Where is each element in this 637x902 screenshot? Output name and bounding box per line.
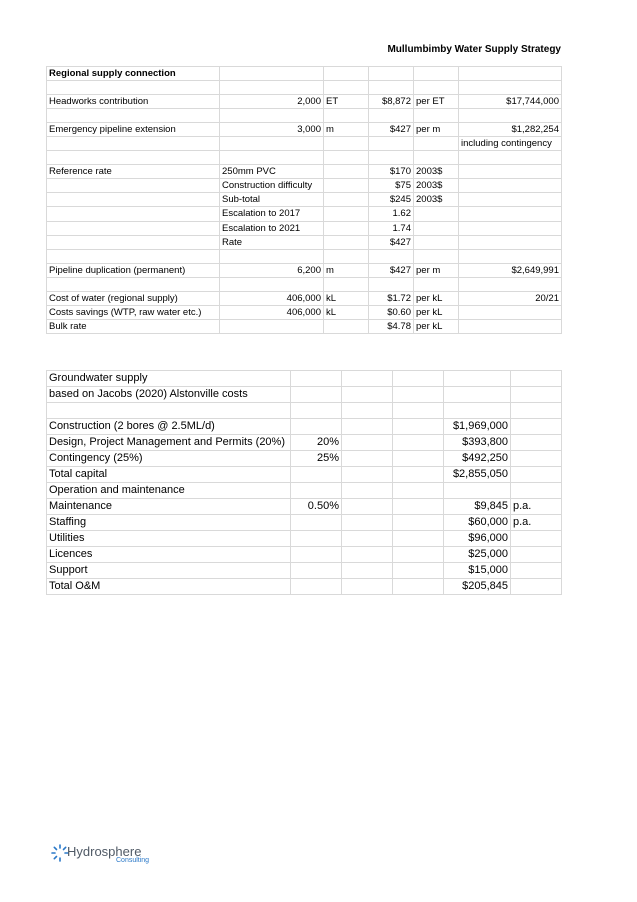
table-cell [459, 81, 562, 95]
table-row [47, 305, 562, 319]
table-cell: per m [414, 263, 459, 277]
table-cell [47, 221, 220, 235]
table-cell: $60,000 [444, 514, 511, 530]
table-cell: Construction (2 bores @ 2.5ML/d) [47, 418, 291, 434]
table-cell [393, 434, 444, 450]
table-cell [291, 482, 342, 498]
table-cell [47, 277, 220, 291]
table-cell [444, 482, 511, 498]
table-cell: $1.72 [369, 291, 414, 305]
table-cell [342, 498, 393, 514]
table-cell: per ET [414, 95, 459, 109]
table-row [47, 578, 562, 594]
table-cell [414, 249, 459, 263]
hydrosphere-logo [50, 843, 170, 867]
table-cell [459, 249, 562, 263]
table-cell [324, 67, 369, 81]
table-cell [369, 137, 414, 151]
table-cell [342, 466, 393, 482]
table-cell: including contingency [459, 137, 562, 151]
logo-subtitle: Consulting [116, 857, 150, 864]
table-cell [291, 514, 342, 530]
table-cell [444, 371, 511, 387]
table-cell [342, 514, 393, 530]
table-row [47, 546, 562, 562]
table-cell: Design, Project Management and Permits (20%) [47, 434, 291, 450]
table-cell [459, 165, 562, 179]
table-row [47, 207, 562, 221]
table-cell: Headworks contribution [47, 95, 220, 109]
table-cell [324, 165, 369, 179]
table-cell [393, 466, 444, 482]
table-cell: $427 [369, 235, 414, 249]
table-cell: 2,000 [220, 95, 324, 109]
table-cell: Total capital [47, 466, 291, 482]
table-row [47, 81, 562, 95]
table-cell: Maintenance [47, 498, 291, 514]
table-cell: 2003$ [414, 165, 459, 179]
table-cell: p.a. [511, 498, 562, 514]
table-cell [291, 371, 342, 387]
table-cell [47, 81, 220, 95]
table-cell [414, 137, 459, 151]
table-cell [342, 530, 393, 546]
table-cell: 3,000 [220, 123, 324, 137]
table-cell [369, 67, 414, 81]
table-cell: 2003$ [414, 193, 459, 207]
table-cell [393, 482, 444, 498]
table-cell [393, 514, 444, 530]
table-cell [220, 109, 324, 123]
table-cell: 20/21 [459, 291, 562, 305]
table-row [47, 482, 562, 498]
groundwater-supply-table [46, 370, 562, 595]
table-cell: $8,872 [369, 95, 414, 109]
table-row [47, 450, 562, 466]
table-cell [444, 387, 511, 403]
table-cell: $75 [369, 179, 414, 193]
table-cell: Contingency (25%) [47, 450, 291, 466]
table-cell [342, 403, 393, 419]
table-cell [414, 81, 459, 95]
table-cell: $25,000 [444, 546, 511, 562]
table-cell: 406,000 [220, 291, 324, 305]
table-row [47, 387, 562, 403]
table-cell: Costs savings (WTP, raw water etc.) [47, 305, 220, 319]
table-cell: per kL [414, 319, 459, 333]
table-cell [414, 207, 459, 221]
table-row [47, 67, 562, 81]
table-cell: $245 [369, 193, 414, 207]
table-cell [511, 434, 562, 450]
table-cell [459, 277, 562, 291]
table-cell [291, 578, 342, 594]
table-cell [511, 546, 562, 562]
table-cell: 1.74 [369, 221, 414, 235]
table-cell [291, 546, 342, 562]
table-cell: m [324, 263, 369, 277]
table-row [47, 514, 562, 530]
table-cell: Groundwater supply [47, 371, 291, 387]
table-cell [220, 249, 324, 263]
table-cell: ET [324, 95, 369, 109]
table-cell: $17,744,000 [459, 95, 562, 109]
table-cell [291, 530, 342, 546]
table-cell [324, 109, 369, 123]
table-cell [369, 249, 414, 263]
table-cell: Utilities [47, 530, 291, 546]
table-cell [324, 137, 369, 151]
table-cell [369, 277, 414, 291]
table-cell: $96,000 [444, 530, 511, 546]
table-cell [511, 562, 562, 578]
table-row [47, 371, 562, 387]
table-cell [511, 387, 562, 403]
table-cell [324, 319, 369, 333]
table-cell [47, 207, 220, 221]
table-cell [220, 137, 324, 151]
table-cell [459, 179, 562, 193]
table-cell [393, 450, 444, 466]
table-cell: 20% [291, 434, 342, 450]
table-cell: $492,250 [444, 450, 511, 466]
table-cell [47, 179, 220, 193]
table-cell [393, 403, 444, 419]
table-cell: $2,649,991 [459, 263, 562, 277]
table-cell [291, 562, 342, 578]
table-cell [47, 403, 291, 419]
table-cell [220, 151, 324, 165]
table-cell [511, 403, 562, 419]
table-cell [47, 235, 220, 249]
table-cell [444, 403, 511, 419]
table-cell: $427 [369, 263, 414, 277]
table-cell [324, 151, 369, 165]
table-row [47, 291, 562, 305]
table-cell: Regional supply connection [47, 67, 220, 81]
table-cell [414, 277, 459, 291]
table-cell [47, 193, 220, 207]
table-cell: $4.78 [369, 319, 414, 333]
table-cell: Staffing [47, 514, 291, 530]
table-cell [459, 207, 562, 221]
table-row [47, 466, 562, 482]
table-row [47, 418, 562, 434]
table-cell [47, 249, 220, 263]
table-cell [342, 578, 393, 594]
table-cell [324, 221, 369, 235]
table-cell [342, 434, 393, 450]
table-row [47, 95, 562, 109]
table-row [47, 165, 562, 179]
table-cell [324, 235, 369, 249]
table-row [47, 263, 562, 277]
table-row [47, 179, 562, 193]
table-cell: Sub-total [220, 193, 324, 207]
table-cell: Total O&M [47, 578, 291, 594]
table-cell: p.a. [511, 514, 562, 530]
table-cell: Rate [220, 235, 324, 249]
table-cell [393, 530, 444, 546]
table-cell [324, 193, 369, 207]
table-cell [369, 81, 414, 95]
table-cell [414, 151, 459, 165]
table-cell [291, 403, 342, 419]
table-row [47, 249, 562, 263]
table-cell [393, 578, 444, 594]
table-cell [393, 387, 444, 403]
table-row [47, 151, 562, 165]
table-cell [511, 530, 562, 546]
table-cell [220, 277, 324, 291]
table-cell: $15,000 [444, 562, 511, 578]
table-cell: $1,969,000 [444, 418, 511, 434]
table-cell: $2,855,050 [444, 466, 511, 482]
table-cell: $0.60 [369, 305, 414, 319]
table-cell [324, 81, 369, 95]
table-cell: $427 [369, 123, 414, 137]
table-cell [369, 151, 414, 165]
table-cell [291, 466, 342, 482]
table-cell [459, 319, 562, 333]
table-cell: $170 [369, 165, 414, 179]
table-row [47, 123, 562, 137]
table-cell: $9,845 [444, 498, 511, 514]
table-cell [459, 235, 562, 249]
table-cell [342, 418, 393, 434]
table-cell [393, 546, 444, 562]
table-cell: Bulk rate [47, 319, 220, 333]
table-cell: Emergency pipeline extension [47, 123, 220, 137]
table-cell [369, 109, 414, 123]
regional-supply-table [46, 66, 562, 334]
table-cell [291, 418, 342, 434]
table-row [47, 530, 562, 546]
table-row [47, 498, 562, 514]
table-cell: $205,845 [444, 578, 511, 594]
table-cell: Construction difficulty [220, 179, 324, 193]
table-cell [342, 450, 393, 466]
logo-name: Hydrosphere [67, 844, 142, 859]
table-row [47, 193, 562, 207]
table-cell [342, 546, 393, 562]
table-cell [511, 482, 562, 498]
table-cell: 2003$ [414, 179, 459, 193]
table-cell [414, 235, 459, 249]
table-cell: kL [324, 291, 369, 305]
table-row [47, 109, 562, 123]
table-cell [324, 179, 369, 193]
table-cell: $1,282,254 [459, 123, 562, 137]
table-cell: m [324, 123, 369, 137]
table-cell [342, 387, 393, 403]
table-cell: Licences [47, 546, 291, 562]
table-cell [511, 578, 562, 594]
table-cell [47, 137, 220, 151]
table-cell [342, 562, 393, 578]
table-cell [459, 193, 562, 207]
table-cell: per kL [414, 291, 459, 305]
table-cell [220, 81, 324, 95]
table-cell [393, 418, 444, 434]
table-cell: 25% [291, 450, 342, 466]
table-row [47, 403, 562, 419]
table-cell [511, 450, 562, 466]
table-cell [459, 151, 562, 165]
table-cell: Support [47, 562, 291, 578]
table-cell: 406,000 [220, 305, 324, 319]
table-cell: 1.62 [369, 207, 414, 221]
table-row [47, 319, 562, 333]
table-row [47, 137, 562, 151]
table-cell: based on Jacobs (2020) Alstonville costs [47, 387, 291, 403]
table-cell [414, 109, 459, 123]
table-cell [47, 109, 220, 123]
table-row [47, 277, 562, 291]
table-cell: Reference rate [47, 165, 220, 179]
table-cell [511, 371, 562, 387]
table-cell [414, 221, 459, 235]
table-cell [459, 221, 562, 235]
table-cell [414, 67, 459, 81]
table-row [47, 221, 562, 235]
table-cell [342, 482, 393, 498]
table-row [47, 235, 562, 249]
table-cell: Operation and maintenance [47, 482, 291, 498]
table-cell: kL [324, 305, 369, 319]
table-cell [220, 319, 324, 333]
table-cell: Pipeline duplication (permanent) [47, 263, 220, 277]
table-cell [511, 418, 562, 434]
table-cell [324, 249, 369, 263]
table-row [47, 562, 562, 578]
table-cell [459, 305, 562, 319]
table-cell [342, 371, 393, 387]
table-row [47, 434, 562, 450]
table-cell [324, 277, 369, 291]
table-cell: $393,800 [444, 434, 511, 450]
table-cell [459, 109, 562, 123]
table-cell [393, 562, 444, 578]
table-cell: per m [414, 123, 459, 137]
table-cell: 6,200 [220, 263, 324, 277]
table-cell: Cost of water (regional supply) [47, 291, 220, 305]
table-cell [459, 67, 562, 81]
table-cell [220, 67, 324, 81]
document-header: Mullumbimby Water Supply Strategy [387, 44, 561, 55]
table-cell [511, 466, 562, 482]
table-cell: Escalation to 2021 [220, 221, 324, 235]
table-cell [324, 207, 369, 221]
table-cell [393, 371, 444, 387]
table-cell [291, 387, 342, 403]
table-cell [393, 498, 444, 514]
table-cell [47, 151, 220, 165]
table-cell: Escalation to 2017 [220, 207, 324, 221]
table-cell: 0.50% [291, 498, 342, 514]
table-cell: 250mm PVC [220, 165, 324, 179]
table-cell: per kL [414, 305, 459, 319]
